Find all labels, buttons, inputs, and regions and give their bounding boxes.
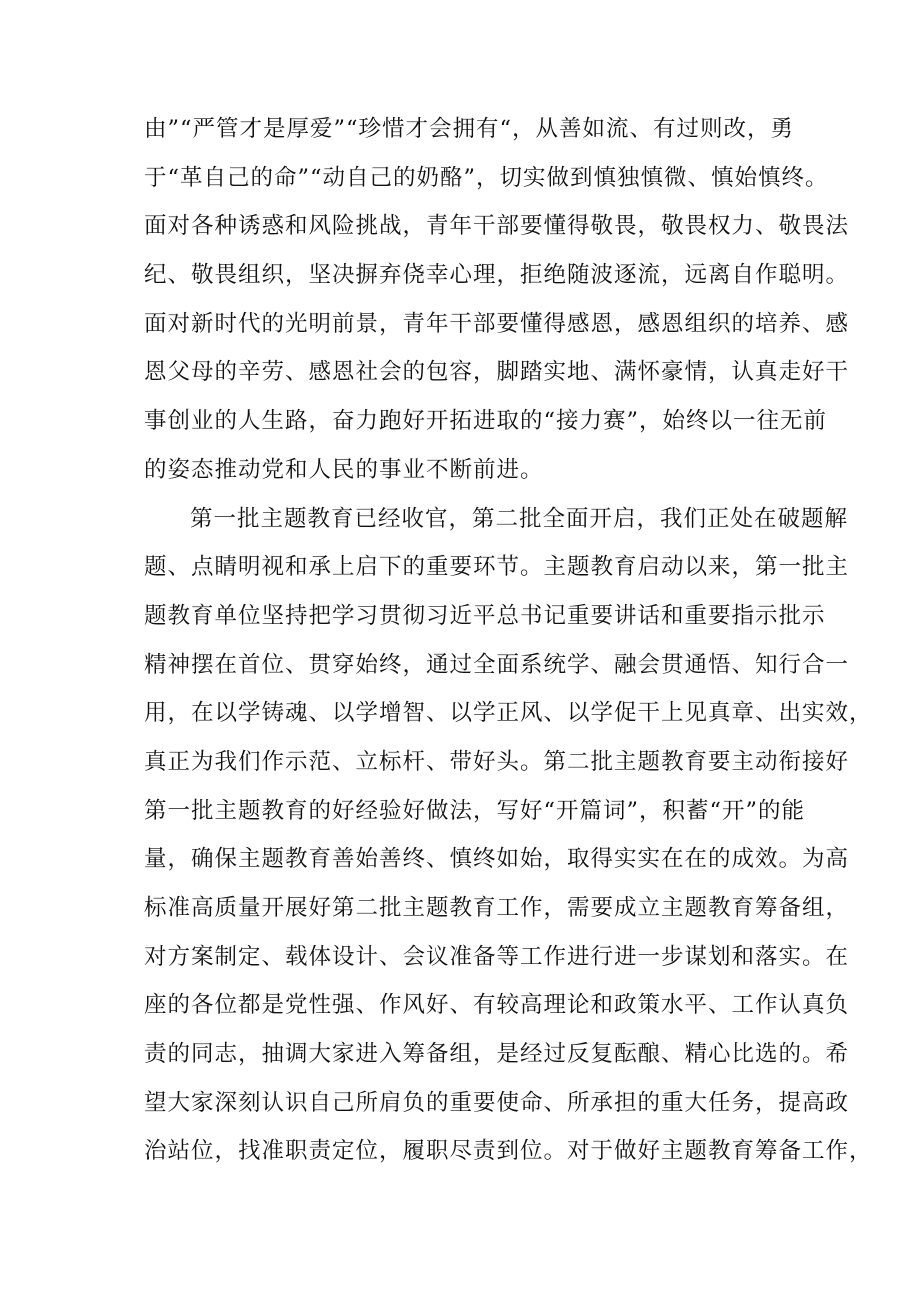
text-line: 第一批主题教育已经收官，第二批全面开启，我们正处在破题解 [190, 505, 849, 532]
text-line: 座的各位都是党性强、作风好、有较高理论和政策水平、工作认真负 [144, 992, 850, 1019]
text-line: 望大家深刻认识自己所肩负的重要使命、所承担的重大任务，提高政 [144, 1089, 850, 1116]
text-line: 题教育单位坚持把学习贯彻习近平总书记重要讲话和重要指示批示 [144, 602, 826, 629]
text-line: 面对各种诱惑和风险挑战，青年干部要懂得敬畏，敬畏权力、敬畏法 [144, 213, 850, 240]
text-line: 于“革自己的命”“动自己的奶酪”，切实做到慎独慎微、慎始慎终。 [144, 164, 829, 191]
paragraph-1 [144, 105, 850, 495]
text-line: 对方案制定、载体设计、会议准备等工作进行进一步谋划和落实。在 [144, 943, 850, 970]
text-line: 真正为我们作示范、立标杆、带好头。第二批主题教育要主动衔接好 [144, 748, 850, 775]
text-line: 精神摆在首位、贯穿始终，通过全面系统学、融会贯通悟、知行合一 [144, 651, 850, 678]
text-line: 第一批主题教育的好经验好做法，写好“开篇词”，积蓄“开”的能 [144, 797, 806, 824]
paragraph-2 [144, 495, 873, 1177]
text-line: 的姿态推动党和人民的事业不断前进。 [144, 456, 544, 483]
text-line: 面对新时代的光明前景，青年干部要懂得感恩，感恩组织的培养、感 [144, 310, 850, 337]
document-body [144, 105, 873, 1176]
text-line: 恩父母的辛劳、感恩社会的包容，脚踏实地、满怀豪情，认真走好干 [144, 359, 850, 386]
text-line: 量，确保主题教育善始善终、慎终如始，取得实实在在的成效。为高 [144, 846, 850, 873]
text-line: 责的同志，抽调大家进入筹备组，是经过反复酝酿、精心比选的。希 [144, 1041, 850, 1068]
text-line: 治站位，找准职责定位，履职尽责到位。对于做好主题教育筹备工作， [144, 1138, 873, 1165]
text-line: 用，在以学铸魂、以学增智、以学正风、以学促干上见真章、出实效， [144, 700, 873, 727]
text-line: 纪、敬畏组织，坚决摒弃侥幸心理，拒绝随波逐流，远离自作聪明。 [144, 262, 850, 289]
text-line: 事创业的人生路，奋力跑好开拓进取的“接力赛”，始终以一往无前 [144, 408, 828, 435]
text-line: 题、点睛明视和承上启下的重要环节。主题教育启动以来，第一批主 [144, 554, 850, 581]
text-line: 由”“严管才是厚爱”“珍惜才会拥有“，从善如流、有过则改，勇 [144, 116, 795, 142]
text-line: 标准高质量开展好第二批主题教育工作，需要成立主题教育筹备组， [144, 895, 850, 921]
